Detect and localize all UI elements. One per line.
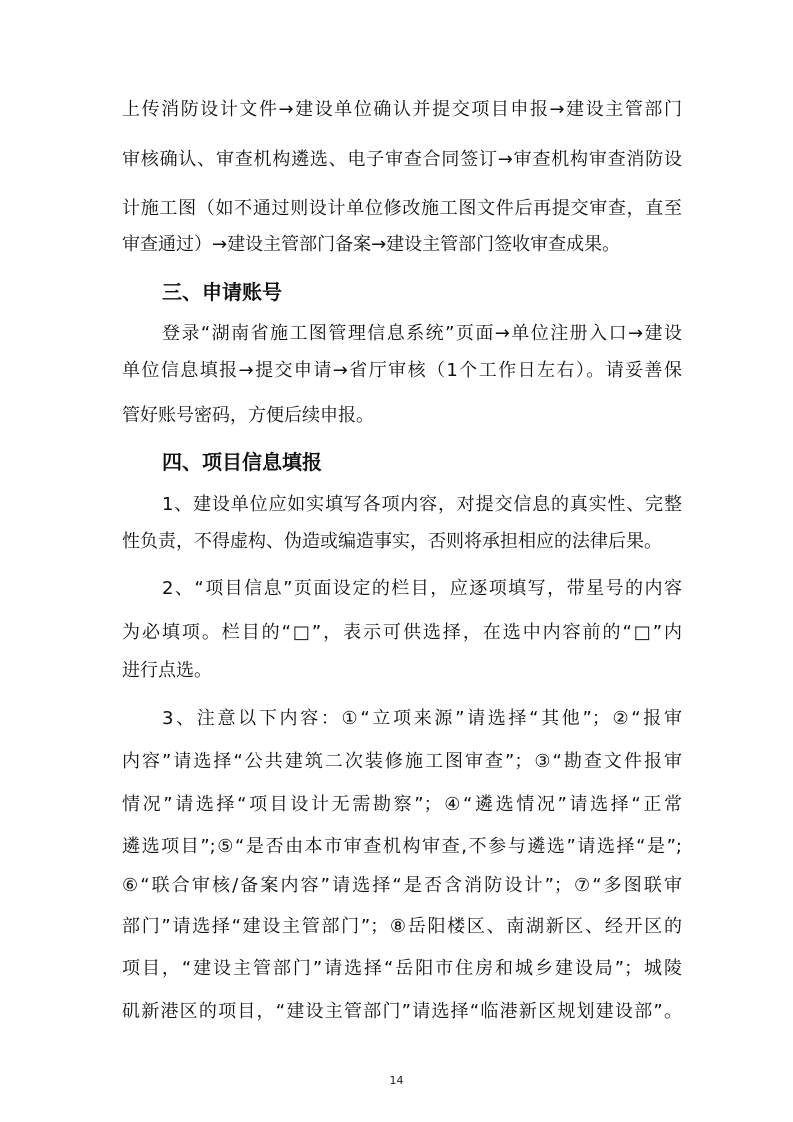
- paragraph-line: 3、注意以下内容：①“立项来源”请选择“其他”；②“报审: [162, 708, 682, 729]
- paragraph-line: 登录“湖南省施工图管理信息系统”页面→单位注册入口→建设: [162, 323, 682, 344]
- paragraph-line: 计施工图（如不通过则设计单位修改施工图文件后再提交审查，直至: [122, 198, 682, 219]
- paragraph-line: 部门”请选择“建设主管部门”；⑧岳阳楼区、南湖新区、经开区的: [122, 916, 682, 937]
- paragraph-line: 进行点选。: [122, 660, 212, 681]
- paragraph-line: 为必填项。栏目的“□”，表示可供选择，在选中内容前的“□”内: [122, 622, 682, 643]
- page-number: 14: [389, 1074, 404, 1087]
- paragraph-line: 内容”请选择“公共建筑二次装修施工图审查”；③“勘查文件报审: [122, 751, 682, 772]
- paragraph-line: 审查通过）→建设主管部门备案→建设主管部门签收审查成果。: [122, 234, 621, 255]
- section-3-heading: 三、申请账号: [162, 280, 282, 304]
- section-4-heading: 四、项目信息填报: [162, 450, 322, 474]
- paragraph-line: 1、建设单位应如实填写各项内容，对提交信息的真实性、完整: [162, 494, 682, 515]
- paragraph-line: 性负责，不得虚构、伪造或编造事实，否则将承担相应的法律后果。: [122, 531, 662, 552]
- paragraph-line: 项目，“建设主管部门”请选择“岳阳市住房和城乡建设局”；城陵: [122, 958, 682, 979]
- paragraph-line: 2、“项目信息”页面设定的栏目，应逐项填写，带星号的内容: [162, 578, 682, 599]
- paragraph-line: 管好账号密码，方便后续申报。: [122, 405, 374, 426]
- paragraph-line: 审核确认、审查机构遴选、电子审查合同签订→审查机构审查消防设: [122, 149, 682, 170]
- paragraph-line: 上传消防设计文件→建设单位确认并提交项目申报→建设主管部门: [122, 99, 682, 120]
- paragraph-line: 遴选项目”;⑤“是否由本市审查机构审查,不参与遴选”请选择“是”;: [122, 836, 682, 857]
- paragraph-line: 单位信息填报→提交申请→省厅审核（1个工作日左右）。请妥善保: [122, 360, 682, 381]
- paragraph-line: 矶新港区的项目，“建设主管部门”请选择“临港新区规划建设部”。: [122, 1001, 682, 1022]
- paragraph-line: 情况”请选择“项目设计无需勘察”；④“遴选情况”请选择“正常: [122, 794, 682, 815]
- paragraph-line: ⑥“联合审核/备案内容”请选择“是否含消防设计”；⑦“多图联审: [122, 875, 682, 896]
